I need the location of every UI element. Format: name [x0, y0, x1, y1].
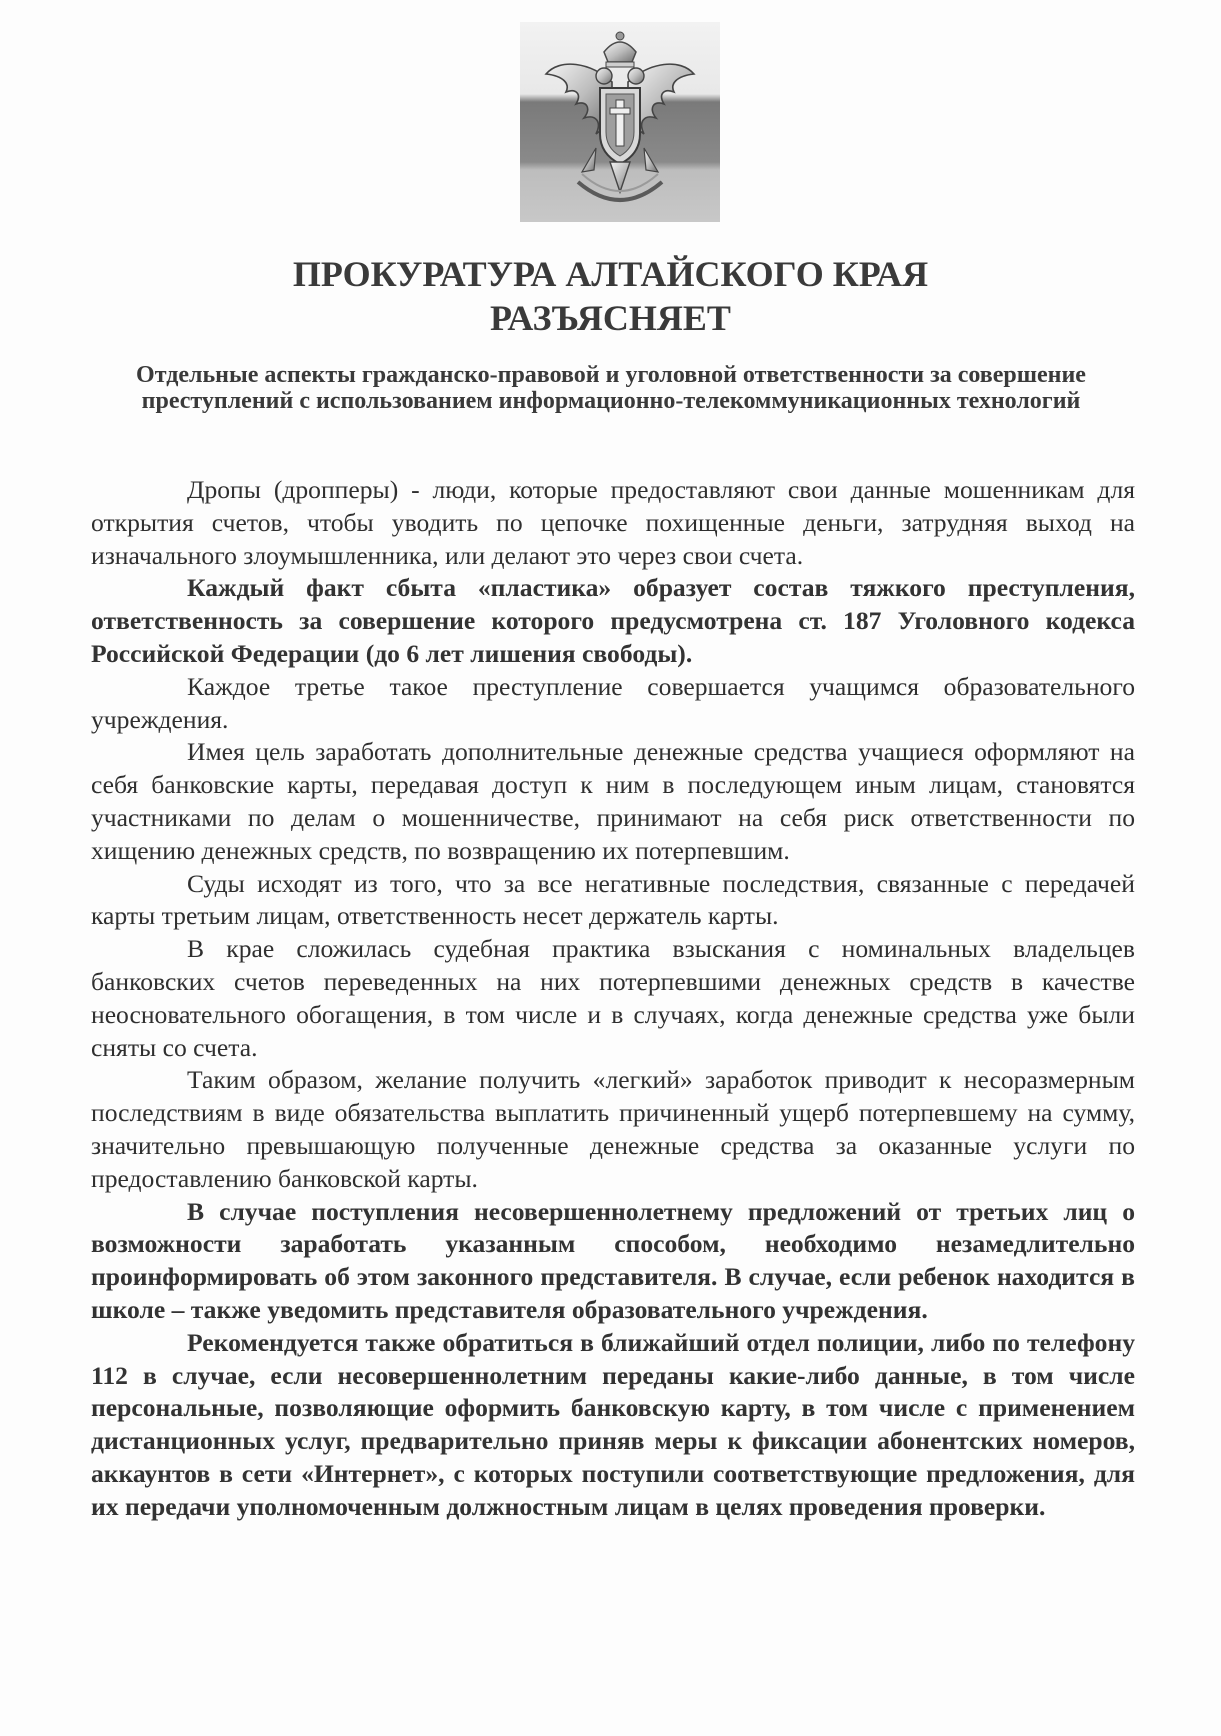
paragraph-students-statistic: Каждое третье такое преступление совершается учащимся образовательного учреждения. — [91, 671, 1135, 734]
paragraph-cardholder-responsibility: Суды исходят из того, что за все негативные последствия, связанные с передачей карты третьим лицам, ответственность несет держатель карты. — [91, 868, 1135, 931]
emblem-icon — [520, 22, 720, 222]
document-body — [91, 474, 1135, 1524]
document-subtitle: Отдельные аспекты гражданско-правовой и уголовной ответственности за совершение преступлений с использованием информационно-телекоммуникационных технологий — [136, 362, 1086, 414]
page-title: ПРОКУРАТУРА АЛТАЙСКОГО КРАЯ — [292, 254, 929, 294]
paragraph-criminal-liability: Каждый факт сбыта «пластика» образует состав тяжкого преступления, ответственность за совершение которого предусмотрена ст. 187 Уголовного кодекса Российской Федерации (до 6 лет лишения свободы). — [91, 573, 1135, 668]
paragraph-court-practice: В крае сложилась судебная практика взыскания с номинальных владельцев банковских счетов переведенных на них потерпевшими денежных средств в качестве неосновательного обогащения, в том числе и в случаях, когда денежные средства уже были сняты со счета. — [91, 934, 1135, 1062]
paragraph-droppers-definition: Дропы (дропперы) - люди, которые предоставляют свои данные мошенникам для открытия счетов, чтобы уводить по цепочке похищенные деньги, затрудняя выход на изначального злоумышленника, или делают это через свои счета. — [91, 475, 1135, 570]
paragraph-contact-police: Рекомендуется также обратиться в ближайший отдел полиции, либо по телефону 112 в случае, если несовершеннолетним переданы какие-либо данные, в том числе персональные, позволяющие оформить банковскую карту, в том числе с применением дистанционных услуг, предварительно приняв меры к фиксации абонентских номеров, аккаунтов в сети «Интернет», с которых поступили соответствующие предложения, для их передачи уполномоченным должностным лицам в целях проведения проверки. — [91, 1327, 1135, 1521]
paragraph-student-risks: Имея цель заработать дополнительные денежные средства учащиеся оформляют на себя банковские карты, передавая доступ к ним в последующем иным лицам, становятся участниками по делам о мошенничестве, принимают на себя риск ответственности по хищению денежных средств, по возвращению их потерпевшим. — [91, 737, 1135, 865]
page-title-secondary: РАЗЪЯСНЯЕТ — [490, 298, 731, 338]
paragraph-consequences: Таким образом, желание получить «легкий» заработок приводит к несоразмерным последствиям в виде обязательства выплатить причиненный ущерб потерпевшему на сумму, значительно превышающую полученные денежные средства за оказанные услуги по предоставлению банковской карты. — [91, 1065, 1135, 1193]
paragraph-inform-representative: В случае поступления несовершеннолетнему предложений от третьих лиц о возможности заработать указанным способом, необходимо незамедлительно проинформировать об этом законного представителя. В случае, если ребенок находится в школе – также уведомить представителя образовательного учреждения. — [91, 1196, 1135, 1324]
